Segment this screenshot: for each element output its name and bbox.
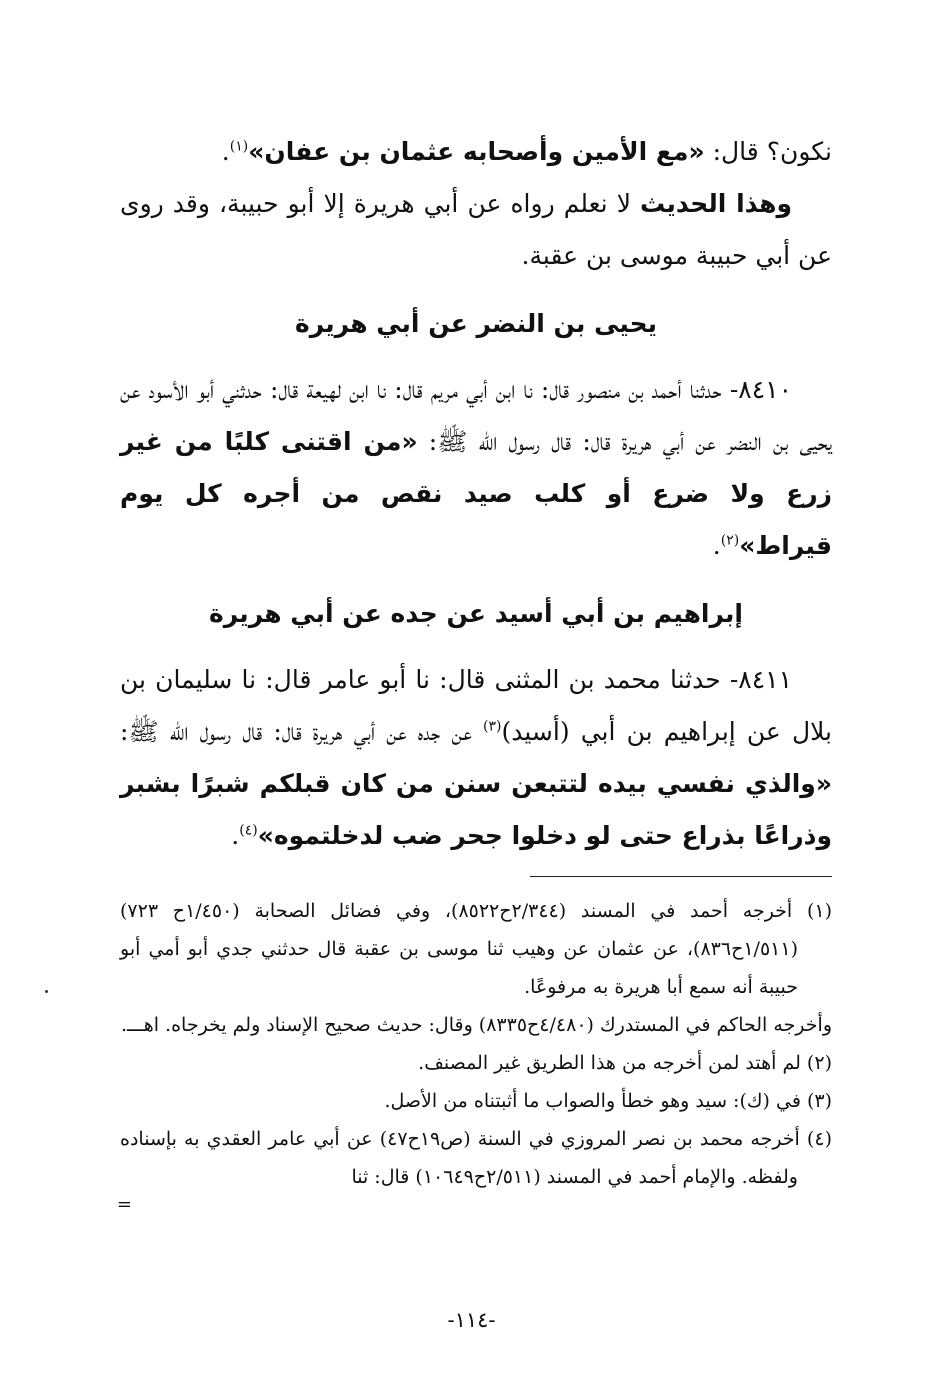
hadith-quote: «مع الأمين وأصحابه عثمان بن عفان» (248, 137, 705, 166)
bold-lead: وهذا الحديث (640, 189, 792, 218)
footnote-ref: (٢) (720, 532, 740, 549)
section-heading-2: إبراهيم بن أبي أسيد عن جده عن أبي هريرة (209, 599, 743, 628)
footnotes (116, 892, 833, 1215)
footnote-ref: (٤) (239, 822, 258, 839)
text-run: . (712, 531, 721, 560)
footnote-divider (530, 876, 832, 877)
hadith-quote: «والذي نفسي بيده لتتبعن سنن من كان قبلكم شبرًا بشبر وذراعًا بذراع حتى لو دخلوا جحر ضب لدخلتموه» (120, 769, 832, 850)
scan-speck (45, 990, 48, 993)
footnote-1-continued: وأخرجه الحاكم في المستدرك (٤/٤٨٠ح٨٣٣٥) وقال: حديث صحيح الإسناد ولم يخرجاه. اهـــ. (120, 1014, 832, 1036)
hadith-8411 (120, 654, 832, 862)
page-number: -١١٤- (447, 1308, 496, 1332)
footnote-3: (٣) في (ك): سيد وهو خطأ والصواب ما أثبتناه من الأصل. (384, 1090, 832, 1112)
text-run: . (231, 821, 240, 850)
continuation-mark: = (116, 1194, 132, 1215)
text-run: ٨٤١١- حدثنا محمد بن المثنى قال: نا أبو عامر قال: نا سليمان بن بلال عن إبراهيم بن أبي (أسيد) (120, 665, 832, 746)
hadith-quote: «من اقتنى كلبًا من غير زرع ولا ضرع أو كلب صيد نقص من أجره كل يوم قيراط» (120, 427, 832, 560)
text-run: . (221, 137, 230, 166)
footnote-ref: (٣) (483, 718, 502, 735)
footnote-2: (٢) لم أهتد لمن أخرجه من هذا الطريق غير المصنف. (418, 1052, 832, 1074)
text-run: لا نعلم رواه عن أبي هريرة إلا أبو حبيبة، وقد روى عن أبي حبيبة موسى بن عقبة. (120, 189, 832, 270)
main-text (120, 126, 832, 862)
text-run: ٨٤١٠- حدثنا أحمد بن منصور قال: نا ابن أبي مريم قال: نا ابن لهيعة قال: حدثني أبو الأسود عن يحيى بن النضر عن أبي هريرة قال: قال رسول الله ﷺ: (120, 375, 832, 456)
paragraph-2 (120, 178, 832, 282)
footnote-ref: (١) (229, 138, 249, 155)
text-run: نكون؟ قال: (704, 137, 832, 166)
section-heading-1: يحيى بن النضر عن أبي هريرة (294, 309, 658, 338)
text-run: عن جده عن أبي هريرة قال: قال رسول الله ﷺ: (120, 717, 484, 746)
footnote-4: (٤) أخرجه محمد بن نصر المروزي في السنة (ص١٩ح٤٧) عن أبي عامر العقدي به بإسناده ولفظه. والإمام أحمد في المسند (٢/٥١١ح١٠٦٤٩) قال: ثنا (120, 1128, 832, 1188)
hadith-8410 (120, 364, 832, 572)
paragraph-1 (120, 126, 832, 178)
footnote-1: (١) أخرجه أحمد في المسند (٢/٣٤٤ح٨٥٢٢)، وفي فضائل الصحابة (١/٤٥٠ح ٧٢٣) (١/٥١١ح٨٣٦)، عن عثمان عن وهيب ثنا موسى بن عقبة قال حدثني جدي أبو أمي أبو حبيبة أنه سمع أبا هريرة به مرفوعًا. (120, 900, 833, 998)
